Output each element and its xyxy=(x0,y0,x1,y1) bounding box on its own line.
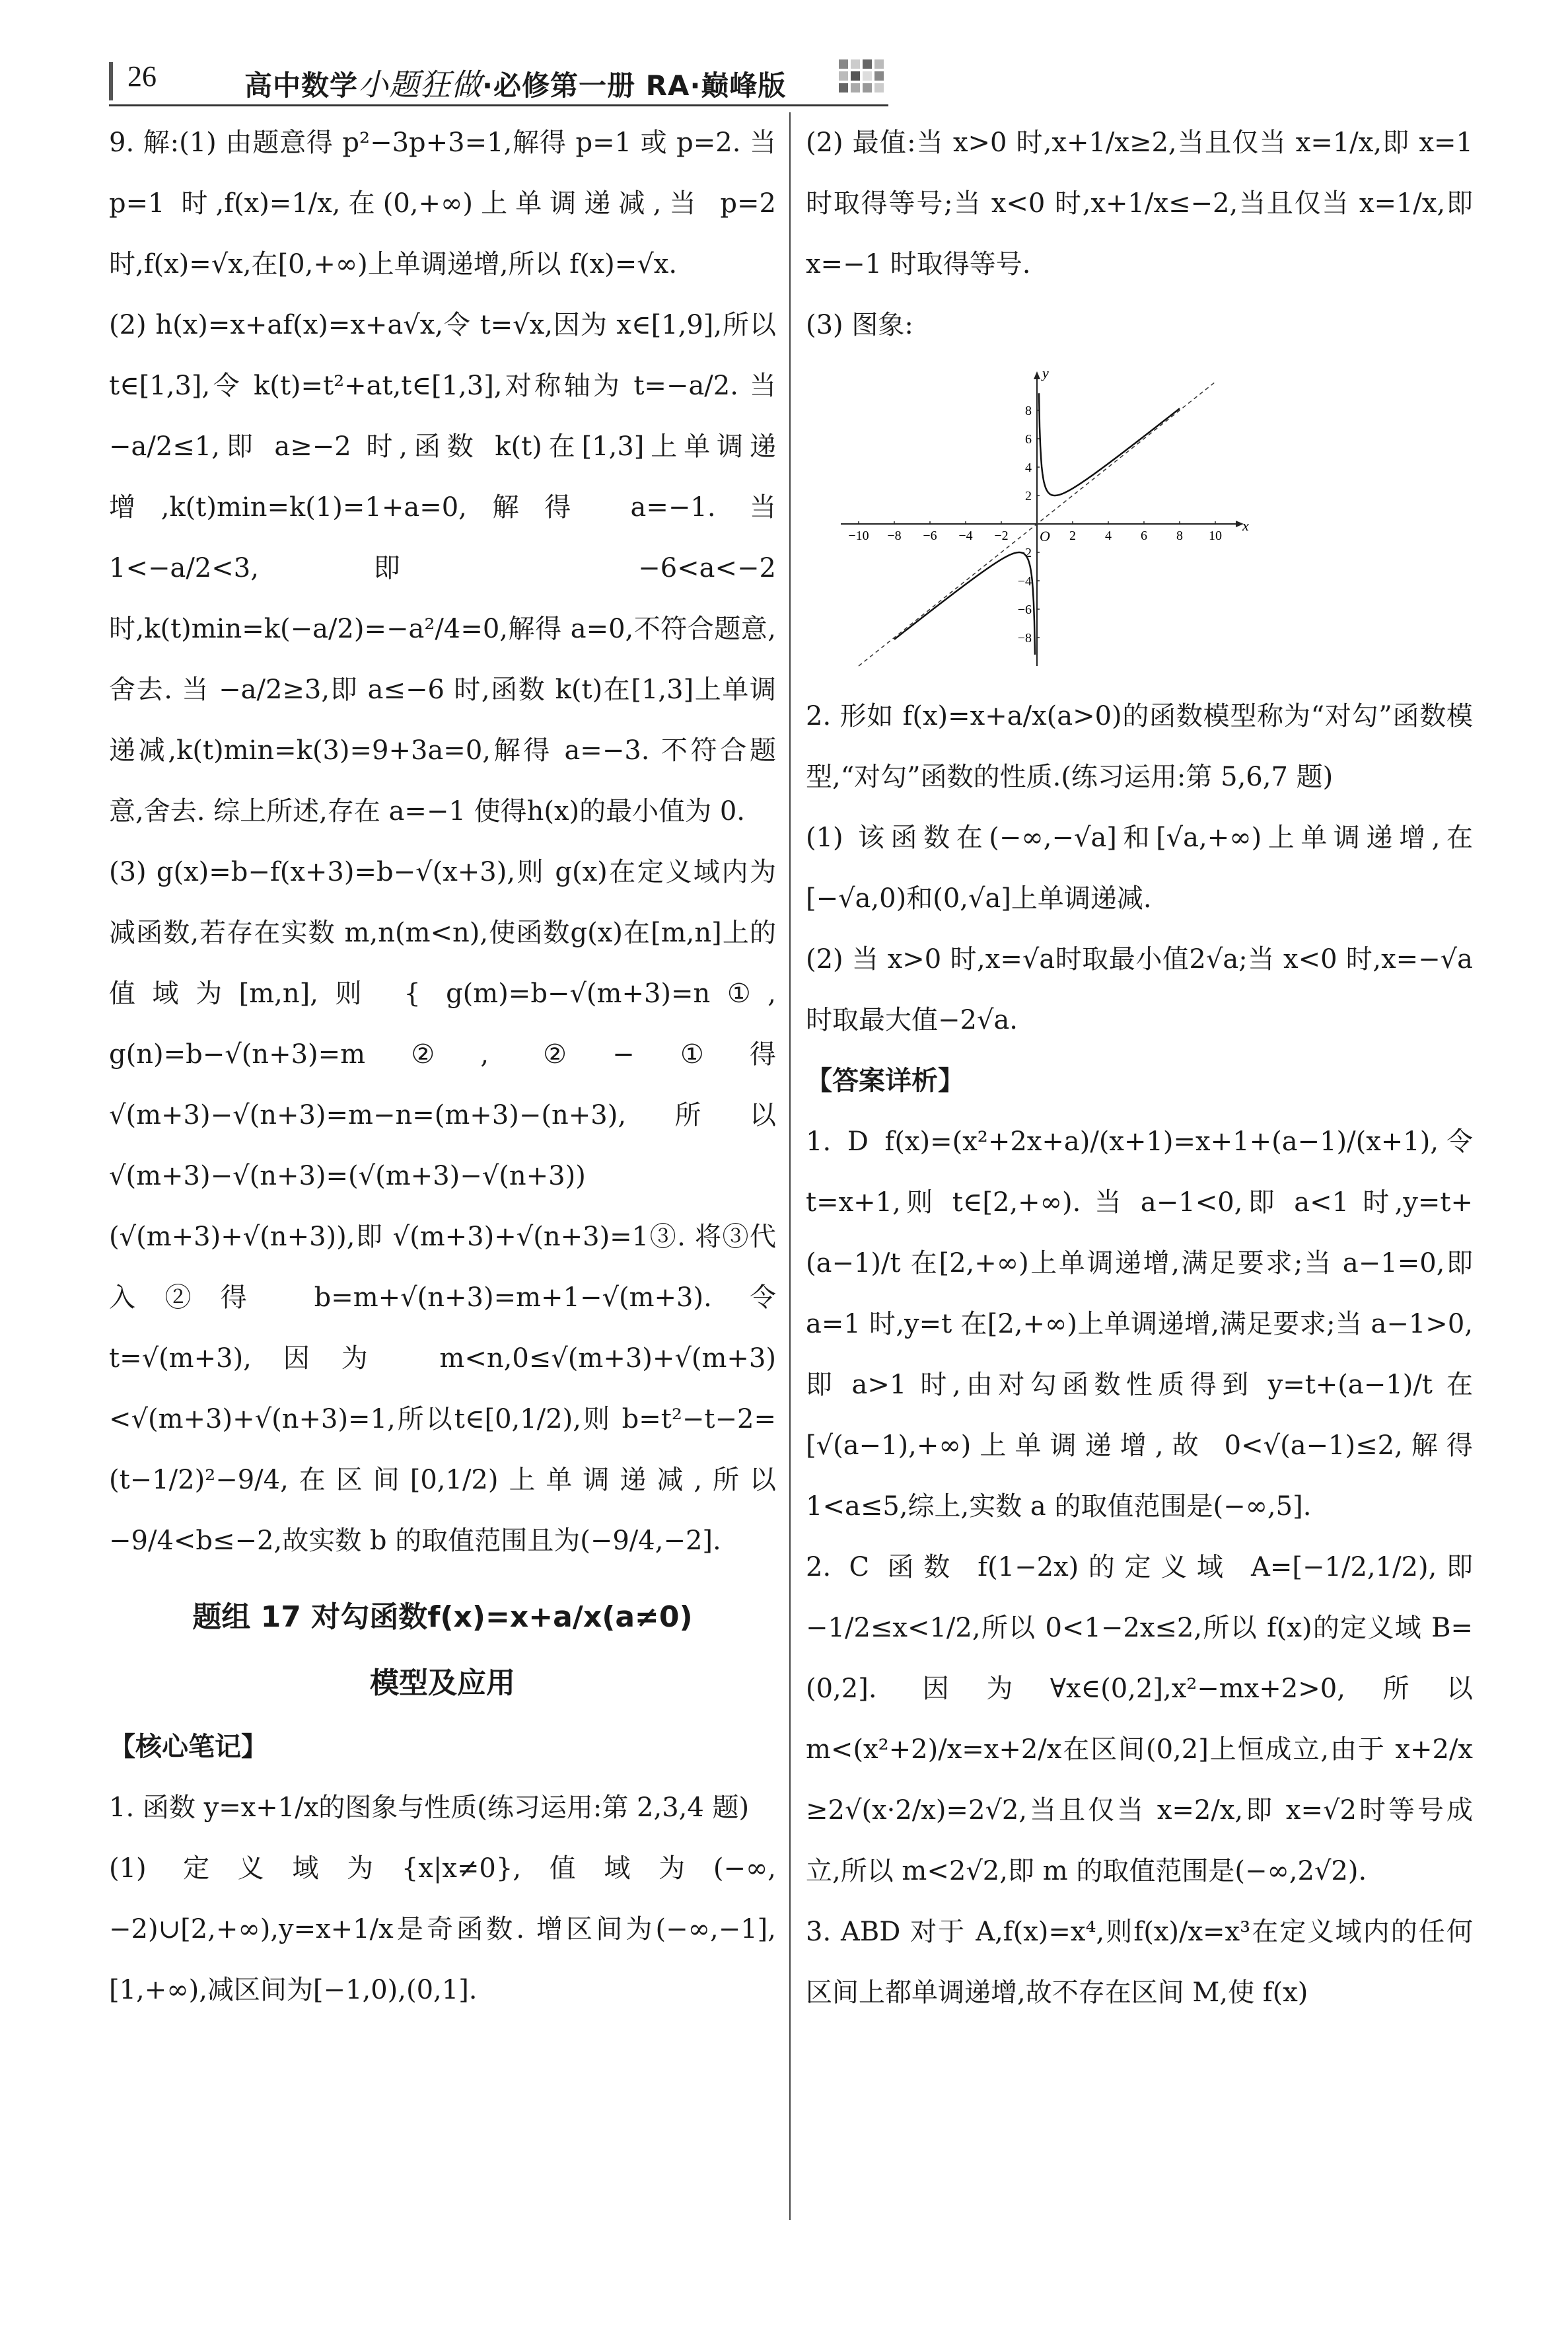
note-2-2: (2) 当 x>0 时,x=√a时取最小值2√a;当 x<0 时,x=−√a时取最大值−2√a. xyxy=(806,944,1473,1035)
brand-name: 小题狂做 xyxy=(358,67,483,102)
x-tick-label: 2 xyxy=(1069,529,1076,543)
y-tick-label: 6 xyxy=(1025,432,1032,447)
answer-2: 2. C 函数 f(1−2x)的定义域 A=[−1/2,1/2),即 −1/2≤x<1/2,所以 0<1−2x≤2,所以 f(x)的定义域 B=(0,2]. 因为∀x∈(0,2],x²−mx+2>0,所以 m<(x²+2)/x=x+2/x在区间(0,2]上恒成立,由于 x+2/x ≥2√(x·2/x)=2√2,当且仅当 x=2/x,即 x=√2时等号成立,所以 m<2√2,即 m 的取值范围是(−∞,2√2). xyxy=(806,1552,1473,1886)
x-axis-label: x xyxy=(1242,517,1249,534)
x-tick-label: −6 xyxy=(923,529,937,543)
curve-negative-branch xyxy=(894,552,1035,655)
answers-tag: 【答案详析】 xyxy=(806,1066,964,1096)
note-2: 2. 形如 f(x)=x+a/x(a>0)的函数模型称为“对勾”函数模型,“对勾”函数的性质.(练习运用:第 5,6,7 题) xyxy=(806,701,1473,792)
x-tick-label: 10 xyxy=(1209,529,1222,543)
x-tick-label: 8 xyxy=(1176,529,1183,543)
y-tick-label: −6 xyxy=(1017,603,1032,617)
group-title-line2: 模型及应用 xyxy=(370,1666,515,1700)
mosaic-icon xyxy=(839,59,886,99)
page-header xyxy=(109,59,1459,106)
note-2-1: (1) 该函数在(−∞,−√a]和[√a,+∞)上单调递增,在[−√a,0)和(0,√a]上单调递减. xyxy=(806,823,1473,914)
y-tick-label: −8 xyxy=(1017,631,1032,646)
y-axis-label: y xyxy=(1042,365,1049,381)
x-tick-label: −10 xyxy=(848,529,869,543)
solution-9-part3: (3) g(x)=b−f(x+3)=b−√(x+3),则 g(x)在定义域内为减函数,若存在实数 m,n(m<n),使函数g(x)在[m,n]上的值域为[m,n],则 { g(m)=b−√(m+3)=n①, g(n)=b−√(n+3)=m②, ②−①得 √(m+3)−√(n+3)=m−n=(m+3)−(n+3),所以 √(m+3)−√(n+3)=(√(m+3)−√(n+3))(√(m+3)+√(n+3)),即 √(m+3)+√(n+3)=1③. 将③代入②得 b=m+√(n+3)=m+1−√(m+3). 令 t=√(m+3),因为 m<n,0≤√(m+3)+√(m+3)<√(m+3)+√(n+3)=1,所以t∈[0,1/2),则 b=t²−t−2=(t−1/2)²−9/4,在区间[0,1/2)上单调递减,所以−9/4<b≤−2,故实数 b 的取值范围且为(−9/4,−2]. xyxy=(109,857,776,1556)
x-tick-label: −8 xyxy=(887,529,902,543)
solution-9-part2: (2) h(x)=x+af(x)=x+a√x,令 t=√x,因为 x∈[1,9],所以 t∈[1,3],令 k(t)=t²+at,t∈[1,3],对称轴为 t=−a/2. 当 −a/2≤1,即 a≥−2 时,函数 k(t)在[1,3]上单调递增,k(t)min=k(1)=1+a=0,解得 a=−1. 当 1<−a/2<3,即 −6<a<−2 时,k(t)min=k(−a/2)=−a²/4=0,解得 a=0,不符合题意,舍去. 当 −a/2≥3,即 a≤−6 时,函数 k(t)在[1,3]上单调递减,k(t)min=k(3)=9+3a=0,解得 a=−3. 不符合题意,舍去. 综上所述,存在 a=−1 使得h(x)的最小值为 0. xyxy=(109,310,776,827)
answer-3: 3. ABD 对于 A,f(x)=x⁴,则f(x)/x=x³在定义域内的任何区间上都单调递增,故不存在区间 M,使 f(x) xyxy=(806,1917,1473,2008)
y-tick-label: −2 xyxy=(1017,546,1032,560)
x-tick-label: −2 xyxy=(994,529,1009,543)
graph-svg xyxy=(806,362,1473,679)
x-tick-label: 6 xyxy=(1141,529,1147,543)
header-rule xyxy=(109,104,888,106)
column-divider xyxy=(789,112,791,2220)
answer-1: 1. D f(x)=(x²+2x+a)/(x+1)=x+1+(a−1)/(x+1),令 t=x+1,则 t∈[2,+∞). 当 a−1<0,即 a<1 时,y=t+(a−1)/t 在[2,+∞)上单调递增,满足要求;当 a−1=0,即 a=1 时,y=t 在[2,+∞)上单调递增,满足要求;当 a−1>0,即 a>1 时,由对勾函数性质得到 y=t+(a−1)/t 在[√(a−1),+∞)上单调递增,故 0<√(a−1)≤2,解得 1<a≤5,综上,实数 a 的取值范围是(−∞,5]. xyxy=(806,1126,1473,1522)
title-prefix: 高中数学 xyxy=(244,69,359,102)
page-number: 26 xyxy=(127,60,157,92)
title-suffix: ·必修第一册 RA·巅峰版 xyxy=(482,69,787,102)
group-title-line1: 题组 17 对勾函数f(x)=x+a/x(a≠0) xyxy=(192,1600,693,1634)
solution-9-part1: 9. 解:(1) 由题意得 p²−3p+3=1,解得 p=1 或 p=2. 当 p=1 时,f(x)=1/x,在(0,+∞)上单调递减,当 p=2 时,f(x)=√x,在[0,+∞)上单调递增,所以 f(x)=√x. xyxy=(109,128,776,279)
y-tick-label: 8 xyxy=(1025,404,1032,418)
y-axis-arrow xyxy=(1034,371,1040,379)
group-heading xyxy=(109,1584,776,1716)
y-tick-label: 4 xyxy=(1025,461,1032,475)
header-bar xyxy=(109,62,113,100)
note-1-3: (3) 图象: xyxy=(806,310,913,340)
note-1-2: (2) 最值:当 x>0 时,x+1/x≥2,当且仅当 x=1/x,即 x=1 时取得等号;当 x<0 时,x+1/x≤−2,当且仅当 x=1/x,即 x=−1 时取得等号. xyxy=(806,128,1473,279)
y-tick-label: −4 xyxy=(1017,574,1032,589)
curve-positive-branch xyxy=(1039,393,1180,496)
left-column xyxy=(109,112,776,2020)
note-1-1: (1) 定义域为{x|x≠0},值域为(−∞,−2)∪[2,+∞),y=x+1/x是奇函数. 增区间为(−∞,−1],[1,+∞),减区间为[−1,0),(0,1]. xyxy=(109,1853,776,2005)
core-notes-tag: 【核心笔记】 xyxy=(109,1732,267,1762)
x-tick-label: −4 xyxy=(958,529,973,543)
running-title xyxy=(244,61,786,104)
right-column xyxy=(806,112,1473,2023)
y-tick-label: 2 xyxy=(1025,489,1032,503)
note-1: 1. 函数 y=x+1/x的图象与性质(练习运用:第 2,3,4 题) xyxy=(109,1792,750,1823)
function-graph xyxy=(806,362,1473,679)
origin-label: O xyxy=(1040,528,1050,544)
x-tick-label: 4 xyxy=(1105,529,1112,543)
